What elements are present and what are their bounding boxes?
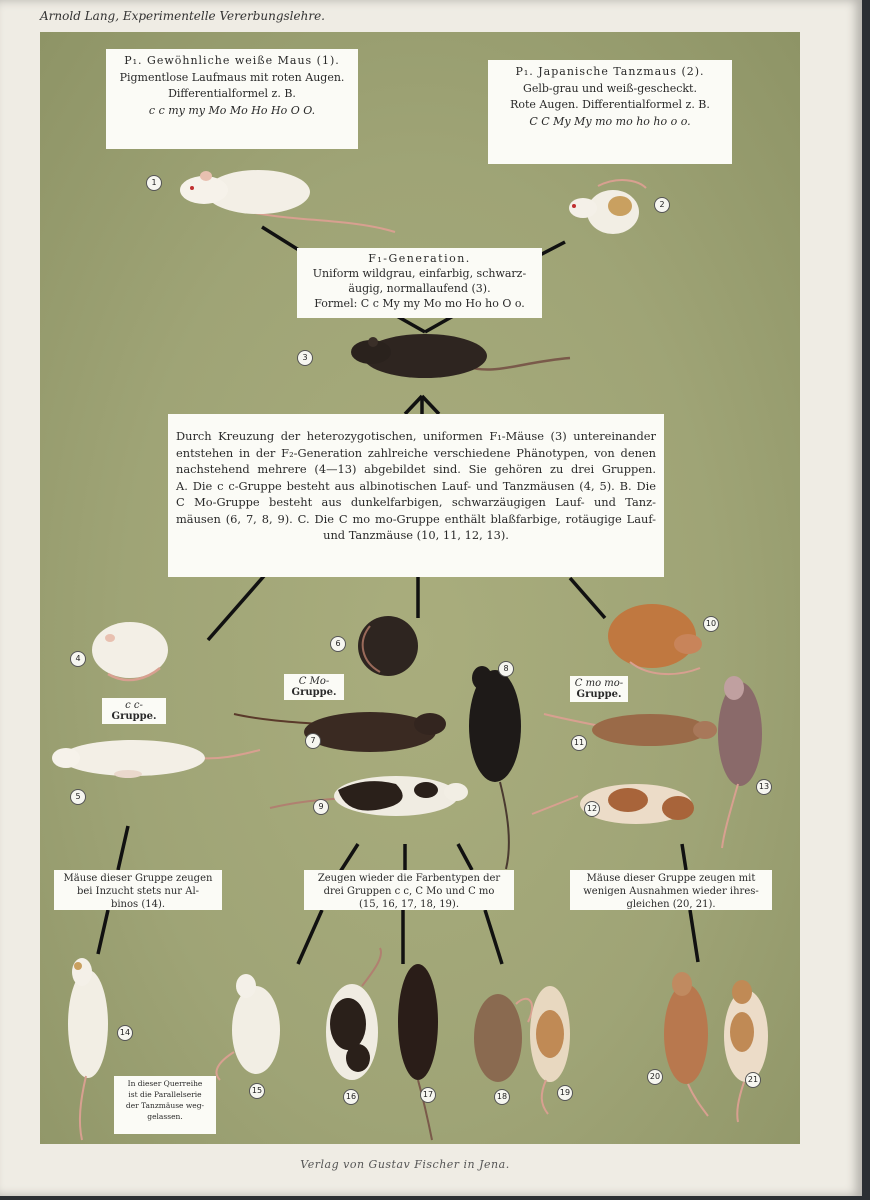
specimen-number-10: 10 — [703, 616, 719, 632]
p1-left-line-1: P₁. Gewöhnliche weiße Maus (1). — [124, 54, 340, 67]
mouse-12-tan-piebald — [528, 778, 710, 834]
f2-line-3: nachstehend mehrere (4—13) abgebildet sind. Sie gehören zu drei Gruppen. — [176, 462, 656, 477]
mouse-20-tan — [658, 968, 718, 1118]
left-group-line-3: binos (14). — [110, 899, 166, 910]
mouse-10-tan — [600, 596, 710, 686]
mouse-3-f1 — [345, 324, 575, 389]
p1-left-line-2: Pigmentlose Laufmaus mit roten Augen. — [119, 70, 345, 84]
line-right-down-b — [690, 910, 698, 962]
p1-right-line-4: C C My My mo mo ho ho o o. — [529, 114, 691, 128]
arrow-right — [422, 396, 439, 414]
mouse-16-piebald — [318, 946, 398, 1086]
mouse-9-piebald — [266, 770, 471, 825]
f2-line-6: mäusen (6, 7, 8, 9). C. Die C mo mo-Gruppe enthält blaßfarbige, rotäugige Lauf- — [176, 511, 656, 526]
specimen-number-21: 21 — [745, 1072, 761, 1088]
tag-cmomo-line-2: Gruppe. — [576, 689, 622, 700]
specimen-number-18: 18 — [494, 1089, 510, 1105]
bottom-note-line-2: ist die Parallelserie — [128, 1089, 202, 1099]
p1-right-line-1: P₁. Japanische Tanzmaus (2). — [515, 65, 705, 78]
p1-left-line-3: Differentialformel z. B. — [168, 87, 296, 100]
f2-description-box — [168, 414, 664, 577]
mouse-14-albino — [60, 952, 120, 1142]
tag-cc-line-1: c c- — [125, 700, 143, 711]
specimen-number-17: 17 — [420, 1087, 436, 1103]
right-group-note — [570, 870, 772, 910]
mouse-11-tan — [540, 704, 720, 754]
mouse-2-tanzmaus — [558, 174, 648, 244]
specimen-number-19: 19 — [557, 1085, 573, 1101]
mid-group-line-1: Zeugen wieder die Farbentypen der — [317, 873, 501, 884]
p1-right-box — [488, 60, 732, 164]
specimen-number-5: 5 — [70, 789, 86, 805]
tag-cmo-gruppe — [284, 674, 344, 700]
p1-left-box — [106, 49, 358, 149]
mouse-15-albino — [208, 972, 288, 1082]
specimen-number-15: 15 — [249, 1083, 265, 1099]
bottom-note-line-4: gelassen. — [147, 1111, 183, 1121]
mouse-17-black — [390, 962, 450, 1142]
tag-cmo-line-2: Gruppe. — [291, 687, 337, 698]
f1-line-2: Uniform wildgrau, einfarbig, schwarz- — [312, 266, 527, 280]
figure-plate — [40, 32, 800, 1144]
specimen-number-7: 7 — [305, 733, 321, 749]
mid-group-line-2: drei Gruppen c c, C Mo und C mo — [323, 886, 495, 897]
mouse-7-dark — [230, 700, 450, 760]
specimen-number-3: 3 — [297, 350, 313, 366]
specimen-number-9: 9 — [313, 799, 329, 815]
tag-cmomo-gruppe — [570, 676, 628, 702]
tag-cmomo-line-1: C mo mo- — [574, 678, 624, 689]
left-group-line-2: bei Inzucht stets nur Al- — [76, 886, 200, 897]
specimen-number-14: 14 — [117, 1025, 133, 1041]
line-mid-left-a — [340, 844, 358, 872]
f2-line-7: und Tanzmäuse (10, 11, 12, 13). — [323, 528, 509, 543]
mid-group-note — [304, 870, 514, 910]
specimen-number-4: 4 — [70, 651, 86, 667]
tag-cc-line-2: Gruppe. — [111, 711, 157, 722]
left-group-line-1: Mäuse dieser Gruppe zeugen — [63, 873, 213, 884]
p1-left-line-4: c c my my Mo Mo Ho Ho O O. — [148, 103, 316, 117]
p1-right-line-3: Rote Augen. Differentialformel z. B. — [510, 98, 710, 111]
arrow-left — [405, 396, 422, 414]
f2-line-1: Durch Kreuzung der heterozygotischen, uniformen F₁-Mäuse (3) untereinander — [176, 429, 656, 443]
right-group-line-1: Mäuse dieser Gruppe zeugen mit — [586, 873, 756, 884]
line-p1-right — [538, 242, 565, 256]
publisher-footer: Verlag von Gustav Fischer in Jena. — [300, 1158, 510, 1171]
f2-line-5: C Mo-Gruppe besteht aus dunkelfarbigen, schwarzäugigen Lauf- und Tanz- — [176, 495, 656, 510]
f1-line-3: äugig, normallaufend (3). — [348, 281, 491, 295]
line-right-down-a — [682, 844, 686, 870]
mid-group-line-3: (15, 16, 17, 18, 19). — [358, 899, 460, 910]
mouse-4-albino — [88, 616, 178, 696]
specimen-number-20: 20 — [647, 1069, 663, 1085]
specimen-number-8: 8 — [498, 661, 514, 677]
specimen-number-16: 16 — [343, 1089, 359, 1105]
specimen-number-12: 12 — [584, 801, 600, 817]
f1-line-1: F₁-Generation. — [368, 252, 471, 265]
mouse-1-white — [170, 150, 400, 235]
book-header: Arnold Lang, Experimentelle Vererbungslehre. — [40, 9, 325, 23]
mouse-8-black — [460, 664, 530, 874]
bottom-note — [114, 1076, 216, 1134]
specimen-number-2: 2 — [654, 197, 670, 213]
bottom-note-line-3: der Tanzmäuse weg- — [125, 1100, 205, 1110]
mouse-6-dark-round — [352, 612, 427, 680]
specimen-number-1: 1 — [146, 175, 162, 191]
f1-line-4: Formel: C c My my Mo mo Ho ho O o. — [314, 296, 525, 310]
left-group-note — [54, 870, 222, 910]
f2-line-4: A. Die c c-Gruppe besteht aus albinotischen Lauf- und Tanzmäusen (4, 5). B. Die — [176, 478, 656, 493]
tag-cc-gruppe — [102, 698, 166, 724]
specimen-number-11: 11 — [571, 735, 587, 751]
line-cc-down-b — [98, 910, 108, 954]
f1-box — [297, 248, 542, 318]
p1-right-line-2: Gelb-grau und weiß-gescheckt. — [523, 81, 697, 95]
bottom-note-line-1: In dieser Querreihe — [127, 1079, 203, 1088]
mouse-13-grey-tan — [710, 672, 770, 852]
mouse-21-tan-piebald — [718, 976, 778, 1126]
specimen-number-6: 6 — [330, 636, 346, 652]
tag-cmo-line-1: C Mo- — [298, 676, 330, 687]
line-cc-down-a — [118, 826, 128, 870]
f2-line-2: entstehen in der F₂-Generation zahlreiche verschiedene Phänotypen, von denen — [176, 445, 656, 460]
right-group-line-2: wenigen Ausnahmen wieder ihres- — [583, 886, 759, 897]
specimen-number-13: 13 — [756, 779, 772, 795]
line-to-cc — [208, 576, 264, 640]
right-group-line-3: gleichen (20, 21). — [626, 899, 716, 910]
line-mid-right-b — [485, 910, 502, 964]
